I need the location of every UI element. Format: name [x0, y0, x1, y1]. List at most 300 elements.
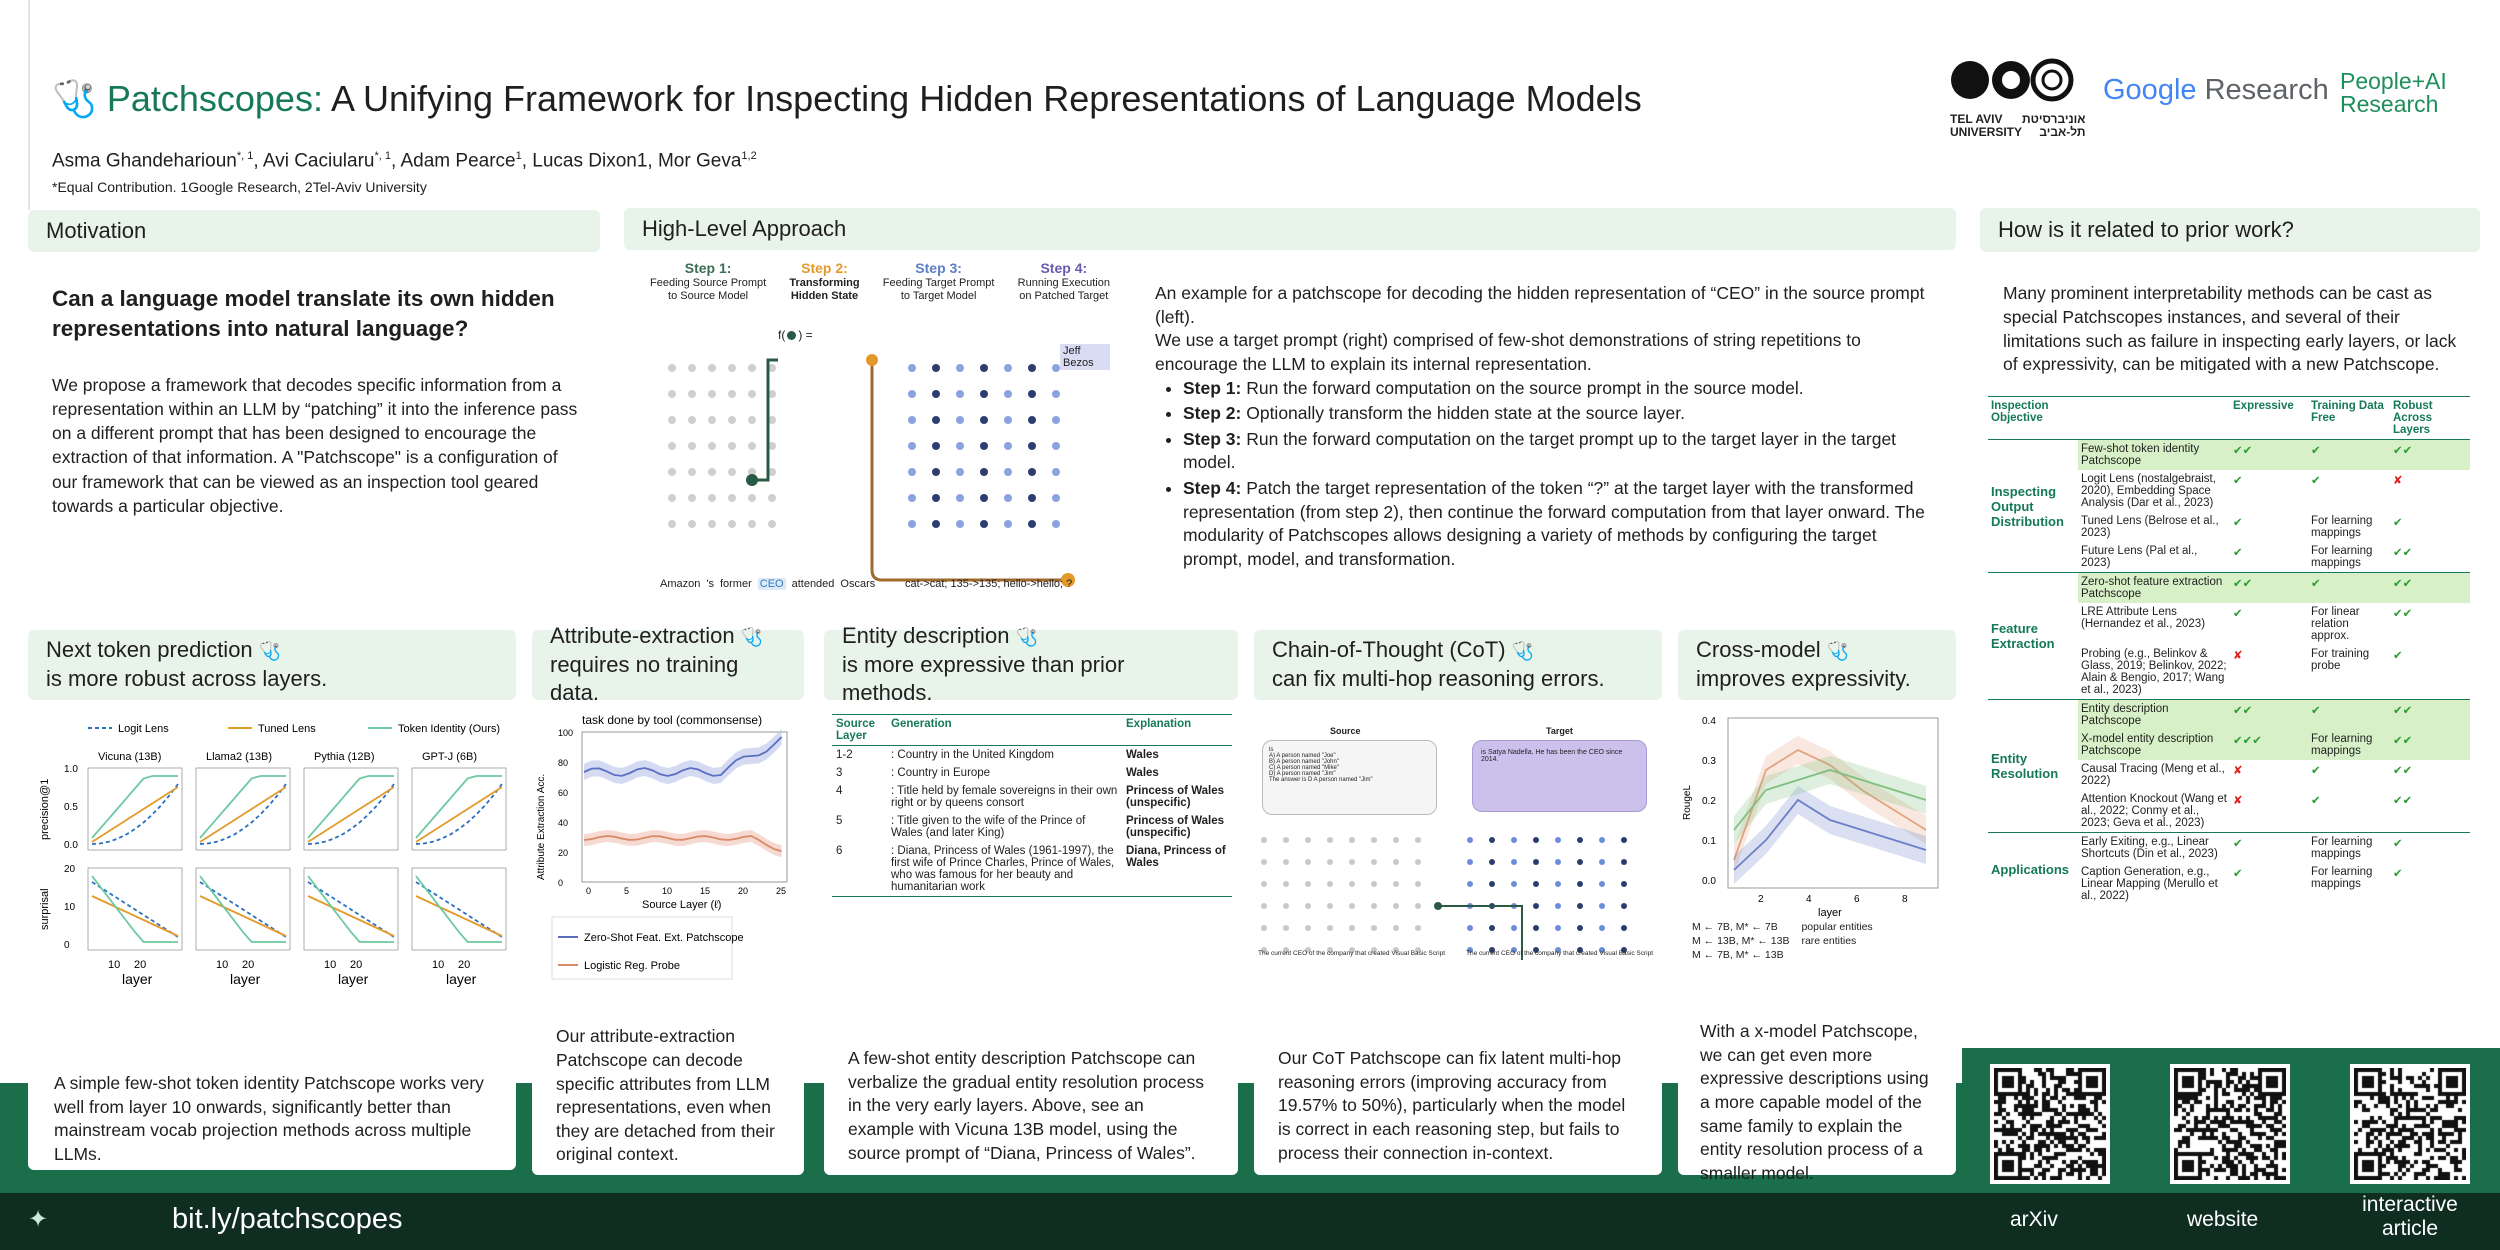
y-tick: 0: [64, 940, 70, 951]
cell-e: ✔: [2233, 608, 2243, 620]
source-node: [688, 416, 696, 424]
cell-t: For training probe: [2311, 648, 2370, 672]
x-axis-label: layer: [446, 971, 477, 987]
source-node: [1371, 903, 1377, 909]
tuned-lens-line: [308, 787, 394, 842]
cell-m: LRE Attribute Lens (Hernandez et al., 2023): [2081, 606, 2206, 630]
tuned-lens-line: [416, 896, 502, 936]
subplot-frame: [304, 768, 398, 850]
tuned-lens-line: [308, 896, 394, 936]
target-node: [908, 494, 916, 502]
author: , Adam Pearce: [390, 150, 516, 172]
target-node: [1004, 520, 1012, 528]
target-node: [1004, 494, 1012, 502]
approach-diagram: [650, 260, 1110, 600]
subplot-frame: [88, 768, 182, 850]
google-wordmark: Google: [2103, 74, 2197, 106]
tau-emblem-icon: [1950, 58, 2080, 108]
google-research-logo: [2103, 74, 2329, 107]
cell-e: ✘: [2233, 650, 2243, 662]
x-tick: 10: [324, 959, 337, 971]
x-tick: 15: [700, 886, 711, 896]
source-node: [728, 416, 736, 424]
source-node: [728, 364, 736, 372]
author: , Lucas Dixon1, Mor Geva: [521, 150, 742, 172]
target-node: [1052, 494, 1060, 502]
entity-cell-g: : Diana, Princess of Wales (1961-1997), the first wife of Prince Charles, Prince of Wales, who was famous for her beauty and humanitarian work: [891, 845, 1115, 893]
target-node: [1621, 881, 1627, 887]
x-tick: 0: [586, 886, 592, 896]
target-node: [908, 390, 916, 398]
y-tick: 20: [64, 864, 76, 875]
table-row: [1988, 700, 2470, 731]
target-node: [1004, 416, 1012, 424]
source-node: [1327, 925, 1333, 931]
website-qr[interactable]: [2170, 1064, 2290, 1184]
research-wordmark: Research: [2204, 74, 2329, 106]
source-node: [768, 520, 776, 528]
motivation-question: Can a language model translate its own hidden representations into natural language?: [52, 286, 555, 342]
target-node: [1028, 520, 1036, 528]
source-node: [1305, 881, 1311, 887]
tau-logo: [1950, 58, 2086, 140]
title-rest: A Unifying Framework for Inspecting Hidden Representations of Language Models: [322, 78, 1642, 119]
col-training-free: Training Data Free: [2311, 400, 2384, 424]
x-axis-label: layer: [338, 971, 369, 987]
entity-cell-l: 3: [836, 767, 843, 779]
source-hidden-state: [746, 474, 758, 486]
y-tick: 0: [558, 878, 564, 888]
cell-e: ✔: [2233, 868, 2243, 880]
source-node: [1349, 925, 1355, 931]
source-node: [1415, 881, 1421, 887]
source-node: [708, 468, 716, 476]
y-axis-label: precision@1: [39, 778, 51, 840]
source-node: [748, 390, 756, 398]
cell-r: ✔: [2393, 838, 2403, 850]
xmodel-header: Cross-model 🩺 improves expressivity.: [1678, 630, 1956, 700]
target-node: [980, 416, 988, 424]
stethoscope-icon: 🩺: [1511, 641, 1535, 662]
cell-e: ✘: [2233, 765, 2243, 777]
tau-he: אוניברסיטת תל-אביב: [2022, 112, 2086, 140]
source-node: [708, 390, 716, 398]
source-node: [1393, 925, 1399, 931]
source-node: [688, 390, 696, 398]
target-node: [1052, 520, 1060, 528]
source-node: [1415, 837, 1421, 843]
stethoscope-icon: 🩺: [740, 627, 764, 648]
stethoscope-icon: 🩺: [1826, 641, 1850, 662]
source-node: [1283, 903, 1289, 909]
x-tick: 8: [1902, 894, 1908, 905]
cell-r: ✔✔: [2393, 547, 2413, 559]
cell-e: ✔: [2233, 517, 2243, 529]
source-node: [1349, 903, 1355, 909]
cot-target-caption: The current CEO of the company that created Visual Basic Script: [1466, 950, 1654, 957]
table-row: [832, 842, 1232, 897]
xmodel-legend: M ← 7B, M* ← 7B M ← 13B, M* ← 13B M ← 7B, M* ← 13B popular entities rare entities: [1692, 921, 1873, 962]
source-node: [1305, 859, 1311, 865]
stethoscope-icon: 🩺: [258, 641, 282, 662]
brand-name: Patchscopes:: [106, 78, 323, 119]
y-tick: 0.1: [1702, 836, 1716, 847]
target-node: [1004, 390, 1012, 398]
cell-m: Future Lens (Pal et al., 2023): [2081, 545, 2198, 569]
x-axis-label: layer: [122, 971, 153, 987]
table-row: [1988, 573, 2470, 604]
col-robust: Robust Across Layers: [2393, 400, 2433, 436]
article-qr[interactable]: [2350, 1064, 2470, 1184]
cell-t: ✔: [2311, 765, 2321, 777]
target-node: [1577, 881, 1583, 887]
col-expressive: Expressive: [2233, 400, 2294, 412]
target-node: [1533, 881, 1539, 887]
source-node: [708, 520, 716, 528]
entity-header: Entity description 🩺 is more expressive than prior methods.: [824, 630, 1238, 700]
source-node: [1393, 903, 1399, 909]
source-node: [1327, 881, 1333, 887]
target-prompt: cat->cat; 135->135; hello->hello; ?: [905, 578, 1073, 590]
source-node: [748, 520, 756, 528]
cell-t: For learning mappings: [2311, 836, 2373, 860]
affiliations: *Equal Contribution. 1Google Research, 2Tel-Aviv University: [52, 179, 427, 195]
x-axis-label: Source Layer (ℓ): [642, 899, 722, 911]
target-node: [1577, 903, 1583, 909]
source-node: [1393, 881, 1399, 887]
source-node: [768, 494, 776, 502]
source-node: [1349, 859, 1355, 865]
source-node: [748, 364, 756, 372]
col-objective: Inspection Objective: [1991, 400, 2049, 424]
source-node: [728, 494, 736, 502]
target-node: [1489, 881, 1495, 887]
cell-t: For learning mappings: [2311, 515, 2373, 539]
y-tick: 0.5: [64, 802, 78, 813]
tuned-lens-line: [200, 896, 286, 936]
cot-header: Chain-of-Thought (CoT) 🩺 can fix multi-hop reasoning errors.: [1254, 630, 1662, 700]
entity-cell-e: Wales: [1126, 767, 1159, 779]
target-node: [1028, 442, 1036, 450]
cell-r: ✔✔: [2390, 700, 2470, 731]
target-node: [1577, 837, 1583, 843]
model-title: Vicuna (13B): [98, 751, 162, 763]
source-node: [1305, 837, 1311, 843]
qr-code-icon: [2174, 1068, 2286, 1180]
y-tick: 0.4: [1702, 716, 1716, 727]
target-node: [1004, 364, 1012, 372]
x-axis-label: layer: [230, 971, 261, 987]
target-node: [1511, 859, 1517, 865]
y-tick: 80: [558, 758, 569, 768]
target-node: [932, 416, 940, 424]
source-node: [708, 442, 716, 450]
source-node: [688, 494, 696, 502]
y-axis-label: Attribute Extraction Acc.: [536, 773, 547, 880]
source-node: [668, 520, 676, 528]
target-node: [1599, 881, 1605, 887]
target-node: [1555, 837, 1561, 843]
target-node: [1028, 468, 1036, 476]
source-node: [1283, 925, 1289, 931]
author: Asma Ghandeharioun: [52, 150, 237, 172]
source-node: [668, 468, 676, 476]
target-node: [1533, 837, 1539, 843]
target-node: [1555, 859, 1561, 865]
xmodel-panel: [1678, 630, 1956, 1183]
target-node: [1533, 925, 1539, 931]
cell-m: Attention Knockout (Wang et al., 2022; Conmy et al., 2023; Geva et al., 2023): [2081, 793, 2227, 829]
entity-cell-g: : Country in Europe: [891, 767, 991, 779]
entity-body: A few-shot entity description Patchscope can verbalize the gradual entity resolution process in the very early layers. Above, see an example with Vicuna 13B model, using the source prompt of “Diana, Princess of Wales”.: [824, 1025, 1238, 1175]
x-tick: 20: [458, 959, 471, 971]
pair-logo: People+AI Research: [2340, 68, 2447, 117]
step4-caption: Step 4: Running Execution on Patched Target: [1017, 260, 1110, 302]
target-node: [908, 416, 916, 424]
cell-e: ✔✔: [2230, 440, 2308, 471]
target-node: [980, 494, 988, 502]
source-node: [1371, 859, 1377, 865]
motivation-header: Motivation: [28, 210, 600, 252]
logit-lens-line: [200, 882, 286, 937]
target-node: [1004, 442, 1012, 450]
attr-panel: [532, 623, 804, 1175]
cot-target-bubble: is Satya Nadella. He has been the CEO since 2014.: [1472, 740, 1647, 812]
y-tick: 0.2: [1702, 796, 1716, 807]
source-node: [688, 364, 696, 372]
left-rule: [28, 0, 30, 210]
x-tick: 5: [624, 886, 630, 896]
source-node: [1305, 925, 1311, 931]
stethoscope-icon: 🩺: [1015, 627, 1039, 648]
approach-text: An example for a patchscope for decoding the hidden representation of “CEO” in the source prompt (left). We use a target prompt (right) comprised of few-shot demonstrations of string repetitions to encourage the LLM to explain its internal representation. • Step 1: Run the forward computation on the source prompt in the source model. • Step 2: Optionally transform the hidden state at the source layer. • Step 3: Run the forward computation on the target prompt up to the target layer in the target model. • Step 4: Patch the target representation of the token “?” at the target layer with the transformed representation (from step 2), then continue the forward computation from that layer onward. The modularity of Patchscopes allows designing a variety of methods by configuring the target prompt, model, and transformation.: [1155, 282, 1935, 574]
cell-t: For learning mappings: [2311, 545, 2373, 569]
table-row: [832, 746, 1232, 765]
target-node: [1028, 364, 1036, 372]
cot-source-caption: The current CEO of the company that created Visual Basic Script: [1258, 950, 1446, 957]
objective-cell: Feature Extraction: [1991, 621, 2055, 651]
nexttoken-panel: [28, 630, 516, 1175]
source-node: [668, 390, 676, 398]
entity-cell-l: 4: [836, 785, 843, 797]
qr-label-arxiv: arXiv: [2010, 1208, 2058, 1231]
target-node: [1467, 837, 1473, 843]
nexttoken-header: Next token prediction 🩺 is more robust across layers.: [28, 630, 516, 700]
entity-cell-g: : Title held by female sovereigns in their own right or by queens consort: [891, 785, 1118, 809]
target-node: [1052, 390, 1060, 398]
target-node: [1599, 859, 1605, 865]
y-tick: 0.0: [64, 840, 78, 851]
source-node: [1415, 925, 1421, 931]
target-node: [932, 364, 940, 372]
entity-cell-e: Diana, Princess of Wales: [1126, 845, 1226, 869]
cell-m: Probing (e.g., Belinkov & Glass, 2019; Belinkov, 2022; Alain & Bengio, 2017; Wang et al., 2023): [2081, 648, 2227, 696]
source-node: [1415, 859, 1421, 865]
target-node: [1467, 859, 1473, 865]
source-node: [1283, 881, 1289, 887]
target-node: [908, 468, 916, 476]
footer-link[interactable]: bit.ly/patchscopes: [172, 1203, 403, 1235]
target-node: [908, 442, 916, 450]
source-node: [728, 520, 736, 528]
y-tick: 1.0: [64, 764, 78, 775]
target-node: [1052, 442, 1060, 450]
step-item: • Step 4: Patch the target representation of the token “?” at the target layer with the transformed representation (from step 2), then continue the forward computation from that layer onward. The modularity of Patchscopes allows designing a variety of methods by configuring the target prompt, model, and transformation.: [1183, 477, 1935, 572]
source-node: [1283, 837, 1289, 843]
cell-r: ✔: [2393, 517, 2403, 529]
attr-body: Our attribute-extraction Patchscope can decode specific attributes from LLM representations, even when they are detached from their original context.: [532, 1000, 804, 1175]
motivation-body: We propose a framework that decodes specific information from a representation within an LLM by “patching” it into the inference pass on a different prompt that has been designed to encourage the extraction of that information. A "Patchscope" is a configuration of our framework that can be viewed as an inspection tool geared towards a particular objective.: [52, 375, 578, 516]
source-hidden-state: [1434, 902, 1442, 910]
target-node: [956, 468, 964, 476]
target-node: [980, 364, 988, 372]
source-node: [1393, 859, 1399, 865]
tuned-lens-line: [92, 787, 178, 842]
x-tick: 20: [350, 959, 363, 971]
y-tick: 0.3: [1702, 756, 1716, 767]
tuned-lens-line: [92, 896, 178, 936]
qr-label-article: interactive article: [2362, 1193, 2458, 1241]
table-row: [1988, 833, 2470, 864]
model-title: Llama2 (13B): [206, 751, 273, 763]
logit-lens-line: [416, 882, 502, 937]
subplot-frame: [412, 768, 506, 850]
target-node: [956, 364, 964, 372]
target-node: [1511, 925, 1517, 931]
x-tick: 4: [1806, 894, 1812, 905]
source-node: [1393, 837, 1399, 843]
y-axis-label: surprisal: [39, 888, 51, 930]
target-node: [908, 520, 916, 528]
step-list: [1155, 377, 1935, 572]
cell-t: ✔: [2308, 700, 2390, 731]
step1-caption: Step 1: Feeding Source Prompt to Source Model: [650, 260, 767, 302]
target-node: [1621, 859, 1627, 865]
source-node: [1261, 881, 1267, 887]
x-tick: 10: [108, 959, 121, 971]
table-row: [832, 812, 1232, 842]
cell-t: ✔: [2311, 475, 2321, 487]
arxiv-qr[interactable]: [1990, 1064, 2110, 1184]
target-node: [1555, 925, 1561, 931]
logit-lens-line: [92, 882, 178, 937]
target-node: [1467, 881, 1473, 887]
target-node: [1533, 859, 1539, 865]
source-node: [728, 442, 736, 450]
source-node: [1371, 925, 1377, 931]
transform-fn: f( ) =: [778, 328, 813, 342]
target-node: [932, 468, 940, 476]
source-node: [748, 442, 756, 450]
step2-caption: Step 2: Transforming Hidden State: [789, 260, 860, 302]
chart-title: task done by tool (commonsense): [582, 713, 763, 727]
x-tick: 20: [738, 886, 749, 896]
x-tick: 20: [134, 959, 147, 971]
cell-m: Caption Generation, e.g., Linear Mapping (Merullo et al., 2022): [2081, 866, 2218, 902]
cell-m: Few-shot token identity Patchscope: [2078, 440, 2230, 471]
target-node: [956, 390, 964, 398]
source-node: [668, 416, 676, 424]
qr-code-icon: [1994, 1068, 2106, 1180]
token-identity-line: [416, 776, 502, 838]
entity-panel: [824, 623, 1238, 1175]
x-tick: 10: [216, 959, 229, 971]
cell-t: ✔: [2308, 440, 2390, 471]
table-row: [832, 782, 1232, 812]
legend-label: Tuned Lens: [258, 723, 316, 735]
attr-chart: [532, 712, 804, 992]
source-node: [1415, 903, 1421, 909]
cot-target-label: Target: [1546, 726, 1573, 736]
source-node: [728, 390, 736, 398]
x-tick: 10: [662, 886, 673, 896]
y-tick: 0.0: [1702, 876, 1716, 887]
cell-e: ✔: [2233, 838, 2243, 850]
model-title: Pythia (12B): [314, 751, 375, 763]
target-node: [980, 520, 988, 528]
entity-cell-l: 6: [836, 845, 843, 857]
attr-header: Attribute-extraction 🩺 requires no training data.: [532, 630, 804, 700]
cell-r: ✔✔: [2390, 440, 2470, 471]
nexttoken-body: A simple few-shot token identity Patchscope works very well from layer 10 onwards, significantly better than mainstream vocab projection methods across multiple LLMs.: [28, 1050, 516, 1170]
source-node: [1261, 837, 1267, 843]
qr-code-icon: [2354, 1068, 2466, 1180]
cell-r: ✔✔: [2393, 608, 2413, 620]
y-tick: 20: [558, 848, 569, 858]
target-node: [1028, 390, 1036, 398]
cell-m: Causal Tracing (Meng et al., 2022): [2081, 763, 2225, 787]
legend-label: Zero-Shot Feat. Ext. Patchscope: [584, 932, 744, 944]
xmodel-body: With a x-model Patchscope, we can get even more expressive descriptions using a more capable model of the same family to explain the entity resolution process of a smaller model.: [1678, 978, 1956, 1175]
tuned-lens-line: [200, 787, 286, 842]
cell-r: ✔✔: [2390, 573, 2470, 604]
target-node: [1599, 837, 1605, 843]
target-node: [908, 364, 916, 372]
probe-band: [584, 830, 782, 857]
author-list: Asma Ghandeharioun$^{*, 1}$, Avi Caciularu$^{*, 1}$, Adam Pearce$^1$, Lucas Dixon1, Mor Geva$^{1,2}$: [52, 150, 757, 172]
target-node: [1467, 925, 1473, 931]
cell-r: ✘: [2393, 475, 2403, 487]
source-node: [728, 468, 736, 476]
cot-source-label: Source: [1330, 726, 1361, 736]
x-axis-label: layer: [1818, 907, 1842, 919]
source-node: [1371, 837, 1377, 843]
cot-source-bubble: ls A) A person named "Joe" B) A person named "John" C) A person named "Mike" D) A person named "Jim" The answer is D A person named "Jim": [1262, 740, 1437, 815]
cell-r: ✔✔: [2390, 730, 2470, 760]
cell-t: ✔: [2308, 573, 2390, 604]
target-node: [1004, 468, 1012, 476]
objective-cell: Entity Resolution: [1991, 751, 2059, 781]
source-node: [748, 494, 756, 502]
transform-path: [872, 360, 1068, 580]
source-node: [688, 442, 696, 450]
target-node: [956, 442, 964, 450]
target-node: [1511, 837, 1517, 843]
target-node: [980, 390, 988, 398]
tau-en: TEL AVIV UNIVERSITY: [1950, 112, 2023, 140]
legend-label: Logistic Reg. Probe: [584, 960, 680, 972]
approach-header: High-Level Approach: [624, 208, 1956, 250]
target-node: [1533, 903, 1539, 909]
cell-m: Early Exiting, e.g., Linear Shortcuts (Din et al., 2023): [2081, 836, 2218, 860]
sparkle-icon: ✦: [28, 1206, 49, 1233]
target-node: [980, 442, 988, 450]
cell-e: ✔✔: [2230, 573, 2308, 604]
table-row: [1988, 440, 2470, 471]
cell-r: ✔: [2393, 650, 2403, 662]
entity-cell-l: 1-2: [836, 749, 853, 761]
qr-label-website: website: [2187, 1208, 2259, 1231]
